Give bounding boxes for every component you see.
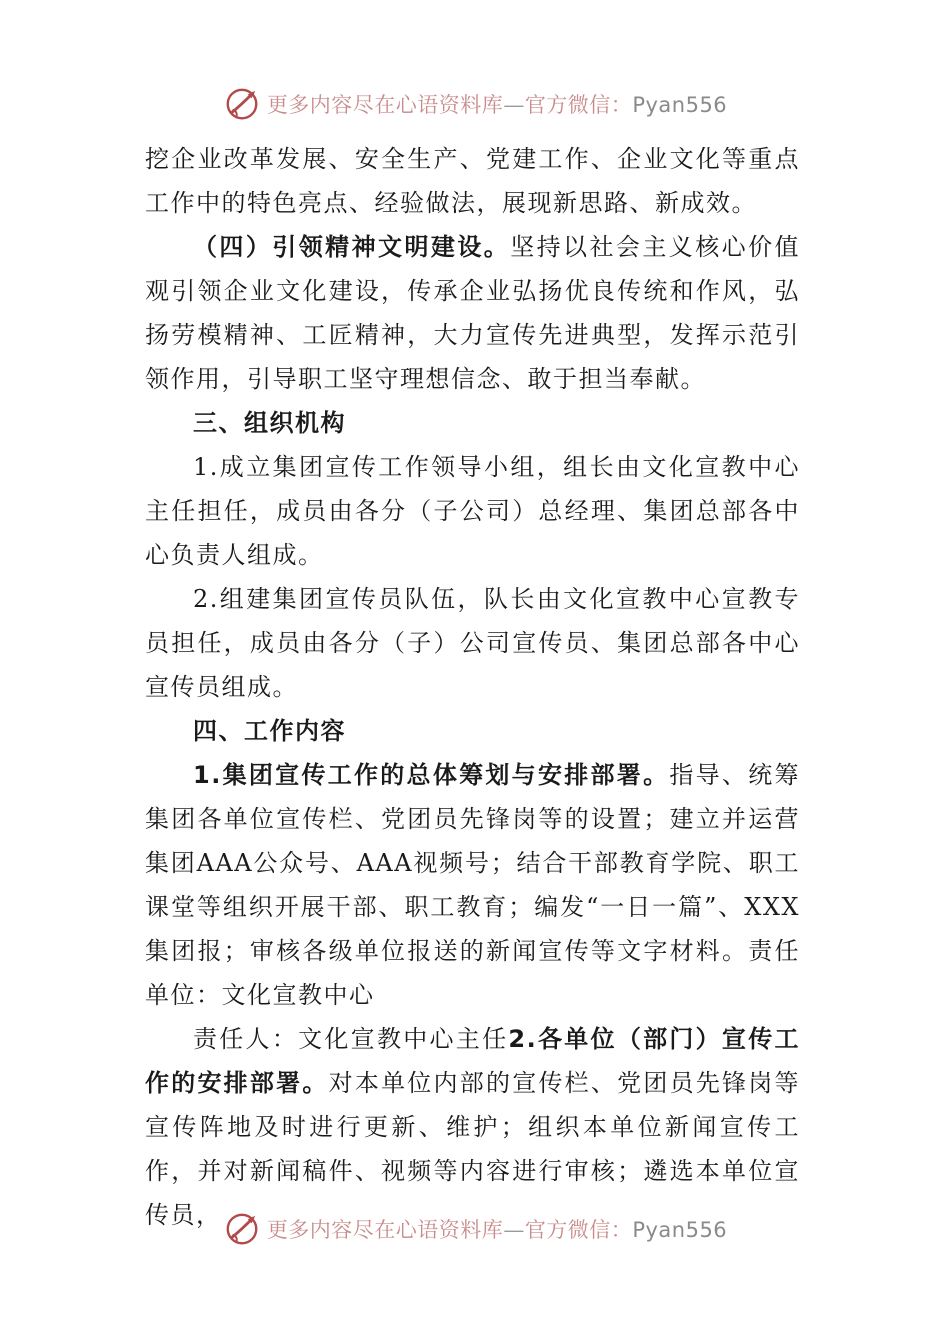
section-heading: 四、工作内容 — [193, 717, 346, 745]
pen-ribbon-logo-icon — [223, 85, 261, 123]
paragraph: 责任人：文化宣教中心主任2.各单位（部门）宣传工作的安排部署。对本单位内部的宣传栏、党团员先锋岗等宣传阵地及时进行更新、维护；组织本单位新闻宣传工作，并对新闻稿件、视频等内容进行审核；遴选本单位宣传员， — [145, 1025, 801, 1229]
bold-lead: （四）引领精神文明建设。 — [193, 233, 511, 261]
bold-lead: 1.集团宣传工作的总体筹划与安排部署。 — [193, 761, 670, 789]
paragraph: （四）引领精神文明建设。坚持以社会主义核心价值观引领企业文化建设，传承企业弘扬优良传统和作风，弘扬劳模精神、工匠精神，大力宣传先进典型，发挥示范引领作用，引导职工坚守理想信念、敢于担当奉献。 — [145, 233, 801, 393]
watermark-text: 更多内容尽在心语资料库—官方微信：Pyan556 — [266, 1218, 728, 1242]
footer-watermark — [0, 1209, 950, 1249]
bold-lead: 2.各单位（部门）宣传工作的安排部署。 — [145, 1025, 800, 1097]
paragraph: 挖企业改革发展、安全生产、党建工作、企业文化等重点工作中的特色亮点、经验做法，展现新思路、新成效。 — [145, 145, 800, 217]
pen-ribbon-logo-icon — [223, 1210, 261, 1248]
document-body — [145, 137, 800, 1237]
paragraph: 1.成立集团宣传工作领导小组，组长由文化宣教中心主任担任，成员由各分（子公司）总经理、集团总部各中心负责人组成。 — [145, 453, 800, 569]
paragraph: 1.集团宣传工作的总体筹划与安排部署。指导、统筹集团各单位宣传栏、党团员先锋岗等的设置；建立并运营集团AAA公众号、AAA视频号；结合干部教育学院、职工课堂等组织开展干部、职工教育；编发“一日一篇”、XXX集团报；审核各级单位报送的新闻宣传等文字材料。责任单位：文化宣教中心 — [145, 761, 800, 1009]
header-watermark — [0, 84, 950, 124]
section-heading: 三、组织机构 — [193, 409, 346, 437]
watermark-text: 更多内容尽在心语资料库—官方微信：Pyan556 — [266, 93, 728, 117]
paragraph: 2.组建集团宣传员队伍，队长由文化宣教中心宣教专员担任，成员由各分（子）公司宣传员、集团总部各中心宣传员组成。 — [145, 585, 800, 701]
